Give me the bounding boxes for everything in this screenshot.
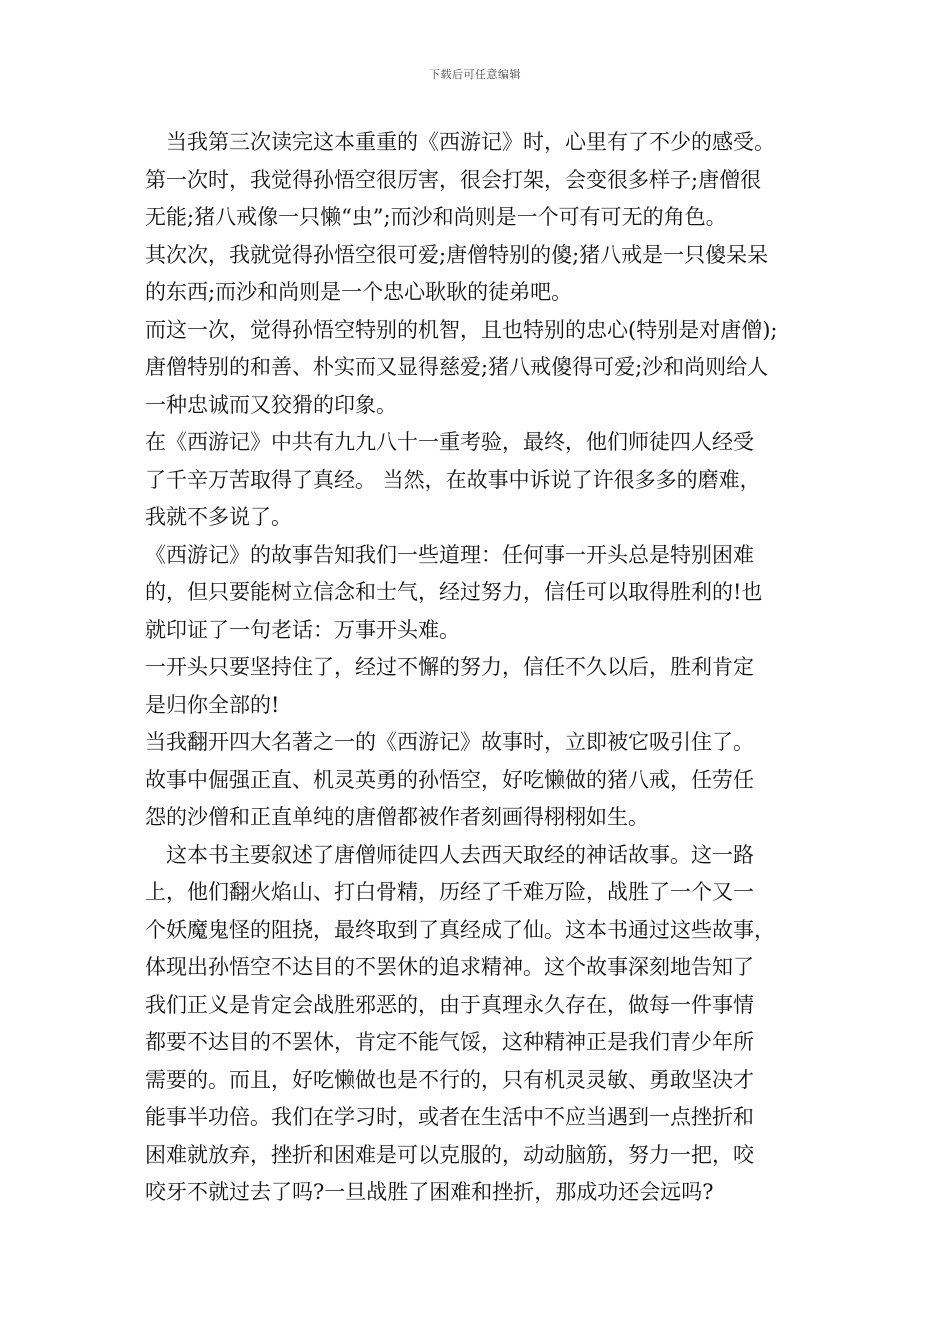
- text-line: 上，他们翻火焰山、打白骨精，历经了千难万险，战胜了一个又一: [145, 880, 754, 904]
- text-line: 其次次，我就觉得孙悟空很可爱;唐僧特别的傻;猪八戒是一只傻呆呆: [145, 242, 769, 267]
- text-line: 咬牙不就过去了吗?一旦战胜了困难和挫折，那成功还会远吗?: [145, 1180, 714, 1204]
- text-line: 当我翻开四大名著之一的《西游记》故事时，立即被它吸引住了。: [145, 730, 754, 754]
- text-line: 唐僧特别的和善、朴实而又显得慈爱;猪八戒傻得可爱;沙和尚则给人: [145, 355, 769, 379]
- text-line: 故事中倔强正直、机灵英勇的孙悟空，好吃懒做的猪八戒，任劳任: [145, 767, 754, 792]
- page-header: 下载后可任意编辑: [429, 68, 521, 81]
- paragraph: [145, 124, 825, 162]
- text-line: 而这一次，觉得孙悟空特别的机智，且也特别的忠心(特别是对唐僧);: [145, 317, 778, 342]
- text-line: 无能;猪八戒像一只懒“虫”;而沙和尚则是一个可有可无的角色。: [145, 205, 727, 229]
- paragraph: [145, 424, 825, 537]
- text-line: 需要的。而且，好吃懒做也是不行的，只有机灵灵敏、勇敢坚决才: [145, 1067, 754, 1092]
- text-line: 我们正义是肯定会战胜邪恶的，由于真理永久存在，做每一件事情: [145, 992, 754, 1017]
- text-line: 个妖魔鬼怪的阻挠，最终取到了真经成了仙。这本书通过这些故事，: [145, 917, 775, 942]
- text-line: 的东西;而沙和尚则是一个忠心耿耿的徒弟吧。: [145, 280, 573, 304]
- text-line: 就印证了一句老话：万事开头难。: [145, 617, 460, 642]
- text-line: 在《西游记》中共有九九八十一重考验，最终，他们师徒四人经受: [145, 430, 754, 454]
- text-line: 体现出孙悟空不达目的不罢休的追求精神。这个故事深刻地告知了: [145, 955, 754, 979]
- text-line: 一种忠诚而又狡猾的印象。: [145, 392, 397, 417]
- paragraph: [145, 724, 825, 837]
- text-line: 能事半功倍。我们在学习时，或者在生活中不应当遇到一点挫折和: [145, 1105, 754, 1129]
- paragraph: [145, 237, 825, 312]
- text-line: 《西游记》的故事告知我们一些道理：任何事一开头总是特别困难: [145, 542, 754, 567]
- text-line: 我就不多说了。: [145, 505, 292, 529]
- text-line: 怨的沙僧和正直单纯的唐僧都被作者刻画得栩栩如生。: [145, 805, 649, 829]
- paragraph: [145, 649, 825, 724]
- paragraph: [145, 537, 825, 650]
- paragraph: [145, 312, 825, 425]
- text-line: 第一次时，我觉得孙悟空很厉害，很会打架，会变很多样子;唐僧很: [145, 167, 762, 192]
- text-line: 困难就放弃，挫折和困难是可以克服的，动动脑筋，努力一把，咬: [145, 1142, 754, 1167]
- text-line: 的，但只要能树立信念和士气，经过努力，信任可以取得胜利的!也: [145, 580, 763, 604]
- text-line: 这本书主要叙述了唐僧师徒四人去西天取经的神话故事。这一路: [166, 842, 754, 867]
- text-line: 是归你全部的!: [145, 692, 280, 717]
- text-line: 一开头只要坚持住了，经过不懈的努力，信任不久以后，胜利肯定: [145, 655, 754, 679]
- text-line: 都要不达目的不罢休，肯定不能气馁，这种精神正是我们青少年所: [145, 1030, 754, 1054]
- paragraph: [145, 162, 825, 237]
- paragraph: [145, 837, 825, 1212]
- text-line: 当我第三次读完这本重重的《西游记》时，心里有了不少的感受。: [166, 130, 775, 154]
- document-body: [145, 124, 825, 1212]
- text-line: 了千辛万苦取得了真经。 当然，在故事中诉说了许很多多的磨难，: [145, 467, 761, 492]
